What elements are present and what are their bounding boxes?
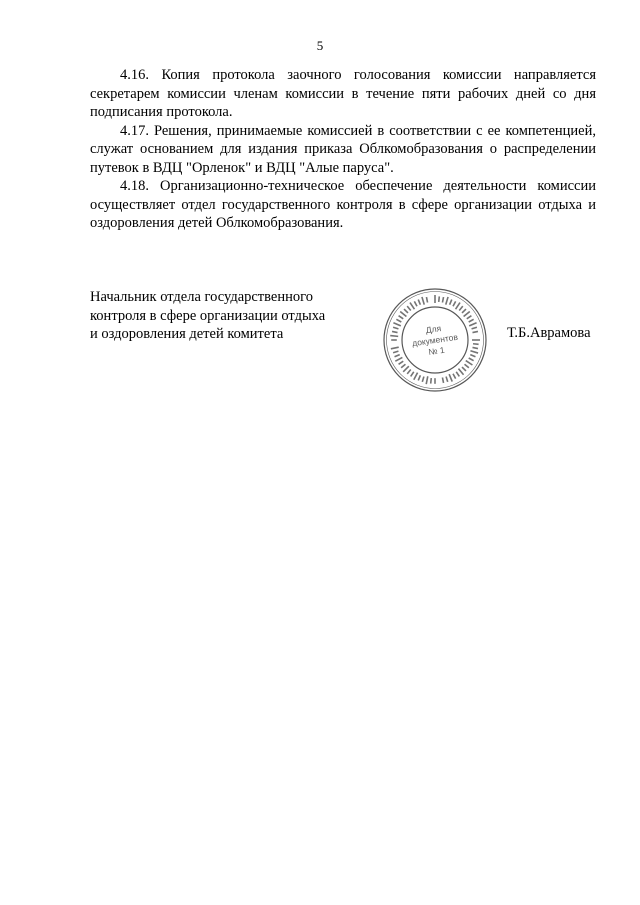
stamp-ring-mark [392, 331, 397, 332]
official-stamp-seal [380, 285, 490, 395]
stamp-ring-mark [469, 323, 476, 326]
stamp-ring-mark [418, 375, 420, 380]
stamp-ring-mark [393, 351, 398, 353]
stamp-ring-mark [411, 372, 414, 377]
stamp-ring-mark [399, 361, 404, 364]
stamp-ring-mark [393, 327, 398, 329]
stamp-ring-mark [446, 297, 448, 305]
paragraph-4-18: 4.18. Организационно-техническое обеспечение деятельности комиссии осуществляет отдел государственного контроля в сфере организации отдыха и оздоровления детей Облкомобразования. [90, 178, 596, 231]
stamp-ring-mark [400, 311, 406, 316]
paragraph-4-16: 4.16. Копия протокола заочного голосования комиссии направляется секретарем комиссии членам комиссии в течение пяти рабочих дней со дня подписания протокола. [90, 67, 596, 120]
stamp-ring-mark [462, 309, 466, 313]
stamp-ring-mark [465, 364, 469, 368]
stamp-ring-mark [469, 319, 474, 322]
stamp-ring-mark [395, 357, 402, 361]
stamp-ring-mark [399, 316, 404, 319]
stamp-ring-mark [442, 297, 443, 302]
stamp-ring-mark [472, 327, 477, 329]
stamp-ring-mark [396, 319, 401, 322]
stamp-ring-mark [472, 331, 477, 332]
document-body [90, 66, 596, 233]
signature-title-line: и оздоровления детей комитета [90, 326, 284, 342]
stamp-seal-graphic [380, 285, 490, 395]
stamp-ring-mark [450, 300, 452, 305]
stamp-ring-mark [395, 355, 400, 357]
stamp-ring-mark [469, 358, 474, 361]
stamp-ring-mark [459, 306, 463, 310]
stamp-ring-mark [439, 296, 440, 302]
stamp-center-line: документов [411, 331, 459, 349]
stamp-ring-mark [453, 374, 456, 379]
stamp-ring-mark [456, 372, 459, 377]
stamp-ring-mark [456, 303, 460, 310]
stamp-ring-mark [414, 301, 417, 306]
stamp-ring-mark [473, 344, 479, 345]
signature-title-line: контроля в сфере организации отдыха [90, 307, 326, 324]
stamp-ring-mark [467, 316, 472, 319]
stamp-ring-mark [464, 311, 470, 316]
stamp-ring-mark [458, 369, 463, 375]
stamp-ring-mark [466, 361, 473, 365]
stamp-ring-mark [407, 370, 411, 374]
stamp-ring-mark [401, 364, 405, 368]
stamp-ring-mark [442, 377, 443, 382]
signature-title [90, 288, 340, 344]
stamp-ring-mark [446, 377, 448, 382]
stamp-ring-mark [431, 378, 432, 384]
stamp-ring-mark [410, 303, 414, 310]
stamp-ring-mark [414, 373, 418, 380]
stamp-ring-mark [422, 297, 424, 305]
stamp-ring-mark [404, 309, 408, 313]
stamp-ring-mark [403, 366, 409, 372]
stamp-ring-mark [426, 376, 428, 384]
stamp-center-line: Для [425, 323, 442, 336]
signer-name: Т.Б.Аврамова [507, 325, 591, 341]
stamp-ring-mark [426, 297, 427, 302]
stamp-ring-mark [472, 347, 477, 348]
signature-title-line: Начальник отдела государственного [90, 289, 313, 305]
stamp-ring-mark [393, 323, 400, 326]
stamp-ring-mark [418, 300, 420, 305]
stamp-ring-mark [390, 336, 398, 337]
stamp-ring-mark [407, 306, 411, 310]
paragraph-4-17: 4.17. Решения, принимаемые комиссией в соответствии с ее компетенцией, служат основанием для издания приказа Облкомобразования о распределении путевок в ВДЦ "Орленок" и ВДЦ "Алые паруса". [90, 122, 596, 176]
stamp-center-line: № 1 [427, 344, 446, 357]
stamp-ring-mark [470, 355, 475, 357]
stamp-ring-mark [449, 374, 452, 381]
stamp-ring-mark [391, 347, 399, 349]
stamp-ring-mark [422, 377, 424, 382]
stamp-ring-mark [453, 301, 456, 306]
stamp-ring-mark [462, 367, 466, 371]
page-number: 5 [316, 38, 324, 53]
stamp-ring-mark [470, 351, 478, 353]
